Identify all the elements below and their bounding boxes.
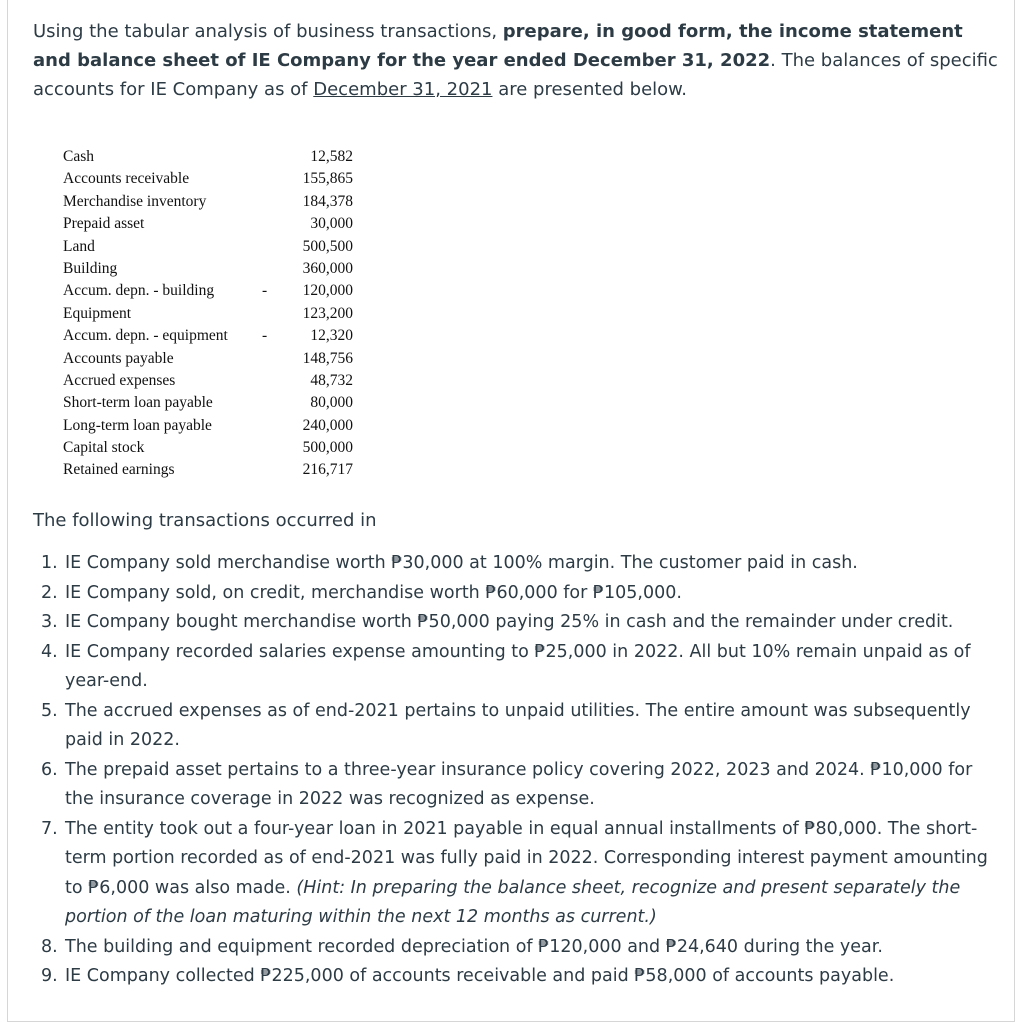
balance-row xyxy=(63,303,353,325)
transaction-number: 7. xyxy=(41,818,58,839)
transaction-text: IE Company sold merchandise worth ₱30,000 at 100% margin. The customer paid in cash. xyxy=(65,553,858,573)
transaction-hint: (Hint: In preparing the balance sheet, recognize and present separately the portion of the loan maturing within the next 12 months as current.) xyxy=(65,877,961,927)
transaction-text: IE Company bought merchandise worth ₱50,000 paying 25% in cash and the remainder under credit. xyxy=(65,612,954,632)
account-name: Capital stock xyxy=(63,439,145,457)
account-name: Accum. depn. - building xyxy=(63,282,215,300)
account-balance: 155,865 xyxy=(302,170,353,188)
balance-row xyxy=(63,348,353,370)
transaction-number: 6. xyxy=(41,759,58,780)
transaction-text: The entity took out a four-year loan in 2021 payable in equal annual installments of ₱80,000. The short-term portion recorded as of end-2021 was fully paid in 2022. Corresponding interest payment amounting to ₱6,000 was also made. xyxy=(65,818,988,898)
account-balance: 216,717 xyxy=(302,461,353,479)
account-name: Accum. depn. - equipment xyxy=(63,327,228,345)
instructions-paragraph xyxy=(33,17,1003,104)
intro-text-1: Using the tabular analysis of business transactions, xyxy=(33,21,503,42)
account-name: Building xyxy=(63,259,118,277)
transaction-item xyxy=(41,962,1001,992)
account-balance: 12,582 xyxy=(310,148,353,165)
contra-sign: - xyxy=(262,282,268,300)
transaction-number: 3. xyxy=(41,612,58,632)
balance-row xyxy=(63,459,353,481)
transaction-item xyxy=(41,756,1001,815)
account-balance: 30,000 xyxy=(310,215,353,233)
account-balance: 240,000 xyxy=(302,416,353,434)
account-balances-table xyxy=(63,146,353,482)
transaction-number: 8. xyxy=(41,936,58,957)
balance-row xyxy=(63,236,353,258)
account-name: Retained earnings xyxy=(63,461,175,479)
account-balance: 48,732 xyxy=(310,371,353,389)
account-balance: 360,000 xyxy=(302,259,353,277)
transaction-item xyxy=(41,638,1001,697)
balance-row xyxy=(63,415,353,437)
transaction-text: The prepaid asset pertains to a three-year insurance policy covering 2022, 2023 and 2024. ₱10,000 for the insurance coverage in 2022 was recognized as expense. xyxy=(65,759,973,809)
balance-row xyxy=(63,191,353,213)
transaction-item xyxy=(41,579,1001,609)
account-name: Merchandise inventory xyxy=(63,192,207,210)
balance-row xyxy=(63,392,353,414)
transactions-list xyxy=(41,549,1001,992)
account-name: Long-term loan payable xyxy=(63,416,212,434)
account-balance: 500,500 xyxy=(302,237,353,255)
transaction-text: The accrued expenses as of end-2021 pertains to unpaid utilities. The entire amount was subsequently paid in 2022. xyxy=(65,700,971,750)
transaction-item xyxy=(41,815,1001,933)
balance-row xyxy=(63,213,353,235)
account-name: Accounts receivable xyxy=(63,170,190,188)
contra-sign: - xyxy=(262,327,268,345)
account-balance: 12,320 xyxy=(310,327,353,345)
account-balance: 500,000 xyxy=(302,439,353,457)
transaction-text: IE Company sold, on credit, merchandise worth ₱60,000 for ₱105,000. xyxy=(65,582,682,603)
account-balance: 184,378 xyxy=(302,192,353,210)
transaction-number: 5. xyxy=(41,700,58,721)
intro-bold-text: prepare, in good form, the income statement and balance sheet of IE Company for the year ended December 31, 2022 xyxy=(33,21,963,71)
transaction-text: The building and equipment recorded depreciation of ₱120,000 and ₱24,640 during the year. xyxy=(65,936,883,957)
account-name: Accounts payable xyxy=(63,349,174,367)
transaction-item xyxy=(41,608,1001,638)
account-name: Equipment xyxy=(63,304,132,322)
transaction-item xyxy=(41,697,1001,756)
transaction-text: IE Company collected ₱225,000 of accounts receivable and paid ₱58,000 of accounts payable. xyxy=(65,966,895,986)
account-name: Prepaid asset xyxy=(63,215,145,233)
balance-row xyxy=(63,258,353,280)
transaction-number: 1. xyxy=(41,553,58,573)
account-name: Short-term loan payable xyxy=(63,394,213,412)
transaction-number: 4. xyxy=(41,641,58,662)
intro-text-2: . The balances of specific accounts for IE Company as of xyxy=(33,50,998,100)
balance-row xyxy=(63,437,353,459)
balance-row xyxy=(63,146,353,168)
account-balance: 123,200 xyxy=(302,304,353,322)
transaction-item xyxy=(41,549,1001,579)
account-name: Cash xyxy=(63,148,94,165)
balance-row xyxy=(63,325,353,347)
account-balance: 120,000 xyxy=(302,282,353,300)
transaction-number: 9. xyxy=(41,966,58,986)
account-name: Land xyxy=(63,237,95,255)
balance-row xyxy=(63,370,353,392)
balance-row xyxy=(63,168,353,190)
account-name: Accrued expenses xyxy=(63,371,176,389)
transaction-number: 2. xyxy=(41,582,58,603)
transaction-item xyxy=(41,933,1001,963)
intro-text-3: are presented below. xyxy=(492,79,687,100)
account-balance: 148,756 xyxy=(302,349,353,367)
account-balance: 80,000 xyxy=(310,394,353,412)
intro-date: December 31, 2021 xyxy=(313,79,493,100)
transaction-text: IE Company recorded salaries expense amounting to ₱25,000 in 2022. All but 10% remain unpaid as of year-end. xyxy=(65,641,971,691)
transactions-heading: The following transactions occurred in xyxy=(33,510,377,531)
balance-row xyxy=(63,280,353,302)
